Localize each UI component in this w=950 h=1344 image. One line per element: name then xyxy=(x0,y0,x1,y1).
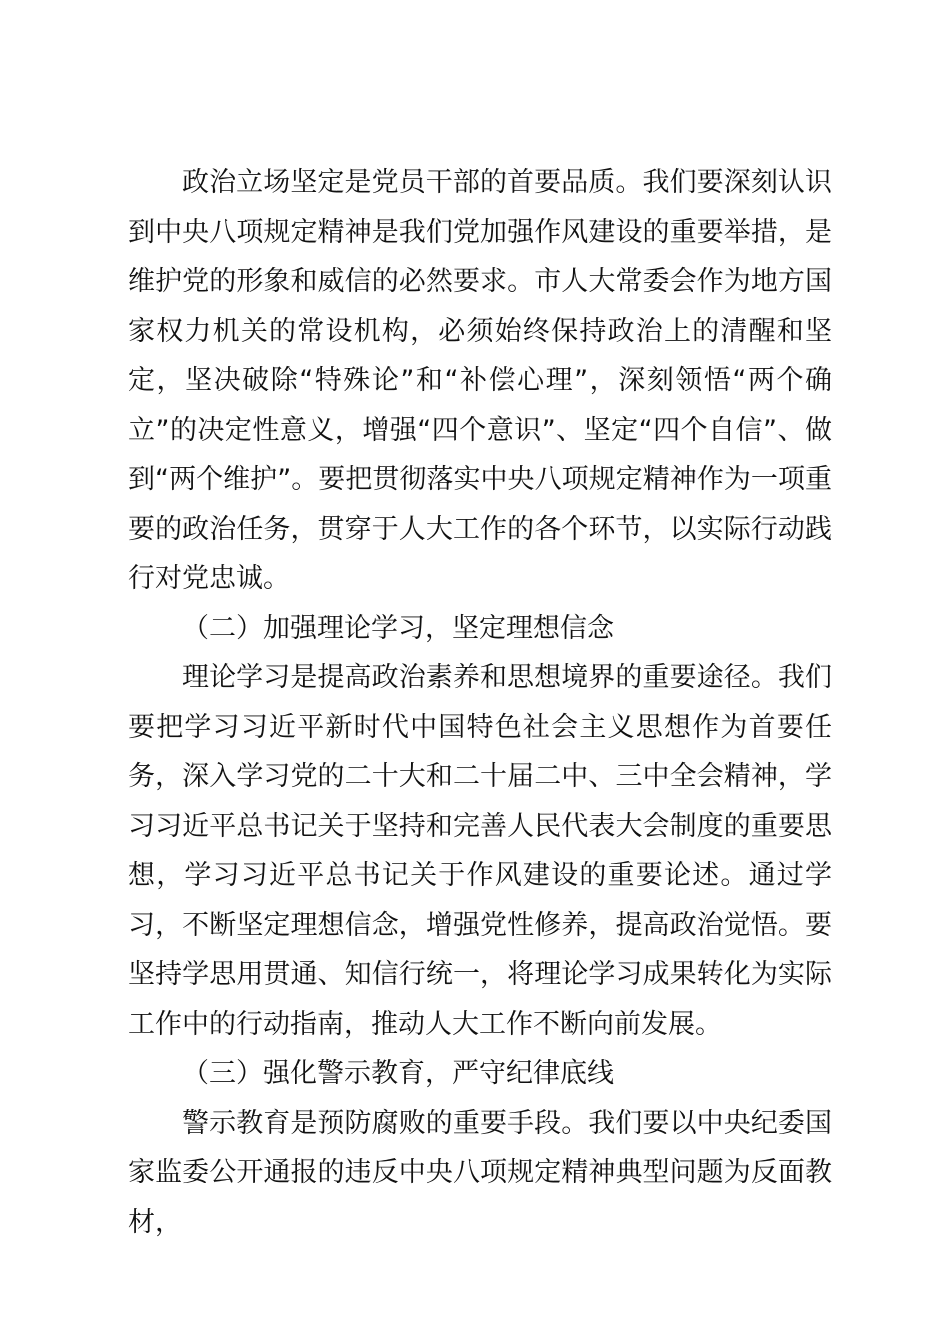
paragraph-theory-study: 理论学习是提高政治素养和思想境界的重要途径。我们要把学习习近平新时代中国特色社会主义思想作为首要任务，深入学习党的二十大和二十届二中、三中全会精神，学习习近平总书记关于坚持和完善人民代表大会制度的重要思想，学习习近平总书记关于作风建设的重要论述。通过学习，不断坚定理想信念，增强党性修养，提高政治觉悟。要坚持学思用贯通、知信行统一，将理论学习成果转化为实际工作中的行动指南，推动人大工作不断向前发展。 xyxy=(128,662,832,1040)
paragraph-warning-education: 警示教育是预防腐败的重要手段。我们要以中央纪委国家监委公开通报的违反中央八项规定精神典型问题为反面教材， xyxy=(128,1107,832,1238)
section-heading-warning-education: （三）强化警示教育，严守纪律底线 xyxy=(182,1058,614,1089)
document-body xyxy=(128,158,832,1247)
section-heading-theory-study: （二）加强理论学习，坚定理想信念 xyxy=(182,612,614,644)
paragraph-political-stance: 政治立场坚定是党员干部的首要品质。我们要深刻认识到中央八项规定精神是我们党加强作风建设的重要举措，是维护党的形象和威信的必然要求。市人大常委会作为地方国家权力机关的常设机构，必须始终保持政治上的清醒和坚定，坚决破除“特殊论”和“补偿心理”，深刻领悟“两个确立”的决定性意义，增强“四个意识”、坚定“四个自信”、做到“两个维护”。要把贯彻落实中央八项规定精神作为一项重要的政治任务，贯穿于人大工作的各个环节，以实际行动践行对党忠诚。 xyxy=(128,167,832,594)
